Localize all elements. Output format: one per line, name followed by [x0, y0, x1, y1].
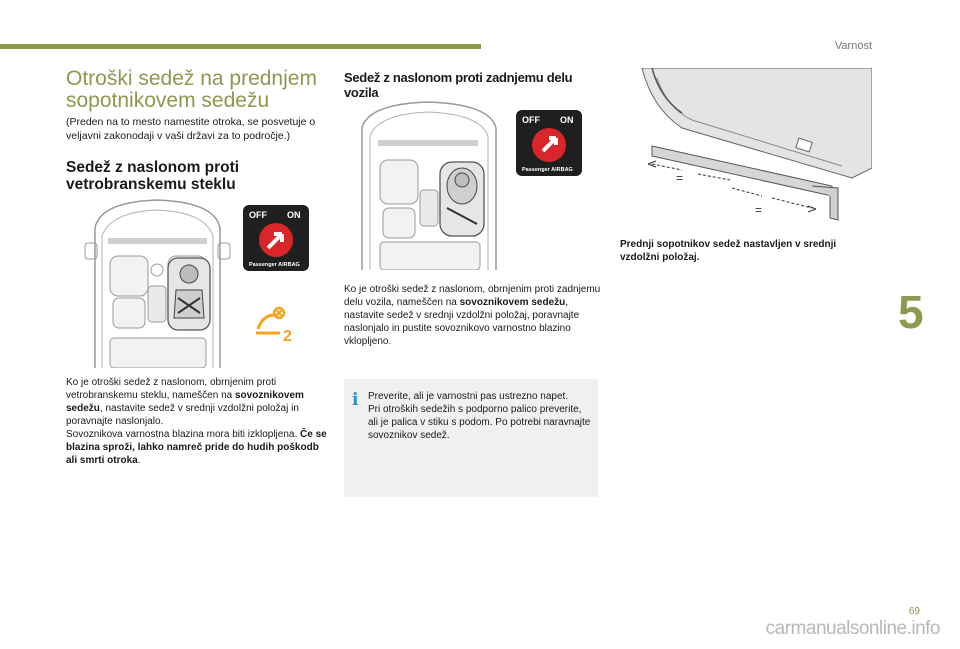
page-number: 69 [908, 606, 920, 617]
airbag-off-label [243, 205, 309, 271]
watermark: carmanualsonline.info [765, 618, 940, 639]
seat-icon-digit: 2 [283, 328, 292, 343]
info-text: Preverite, ali je varnostni pas ustrezno napet. Pri otroških sedežih s podporno palico preverite, ali je palica v stiku s podom. Po potrebi naravnajte sovoznikov sedež. [368, 391, 591, 441]
airbag-on-label [516, 110, 582, 176]
paragraph-rear-facing: Ko je otroški sedež z naslonom, obrnjenim proti zadnjemu delu vozila, nameščen na sovoznikovem sedežu, nastavite sedež v srednji vzdolžni položaj, poravnajte naslonjalo in pustite sovoznikovo varnostno blazino vklopljeno. [344, 284, 601, 347]
svg-text:=: = [755, 203, 763, 217]
figure-caption: Prednji sopotnikov sedež nastavljen v srednji vzdolžni položaj. [620, 239, 837, 263]
car-forward-facing-illustration [80, 198, 235, 368]
seat-position-icon [252, 303, 300, 343]
airbag-off-text: OFF [249, 210, 267, 220]
top-accent-bar [0, 44, 481, 49]
section-header: Varnost [834, 40, 872, 52]
paragraph-forward-facing: Ko je otroški sedež z naslonom, obrnjenim proti vetrobranskemu steklu, nameščen na sovoznikovem sedežu, nastavite sedež v srednji vzdolžni položaj in poravnajte naslonjalo. Sovoznikova varnostna blazina mora biti izklopljena. Če se blazina sproži, lahko namreč pride do hudih poškodb ali smrti otroka. [66, 377, 327, 466]
page-title: Otroški sedež na prednjem sopotnikovem sedežu [66, 67, 317, 112]
intro-note: (Preden na to mesto namestite otroka, se posvetuje o veljavni zakonodaji v vaši državi za to področje.) [66, 116, 316, 142]
airbag-on-text-2: ON [560, 115, 574, 125]
passenger-airbag-text: Passenger AIRBAG [249, 262, 300, 268]
chapter-number: 5 [898, 286, 924, 338]
car-rear-facing-illustration [350, 100, 510, 270]
heading-rear-facing: Sedež z naslonom proti zadnjemu delu vozila [344, 70, 573, 100]
passenger-airbag-text-2: Passenger AIRBAG [522, 167, 573, 173]
airbag-off-text-2: OFF [522, 115, 540, 125]
seat-rail-illustration [612, 68, 872, 228]
airbag-on-text: ON [287, 210, 301, 220]
svg-text:=: = [676, 171, 684, 185]
info-icon: i [352, 390, 359, 410]
heading-forward-facing: Sedež z naslonom proti vetrobranskemu steklu [66, 159, 240, 193]
